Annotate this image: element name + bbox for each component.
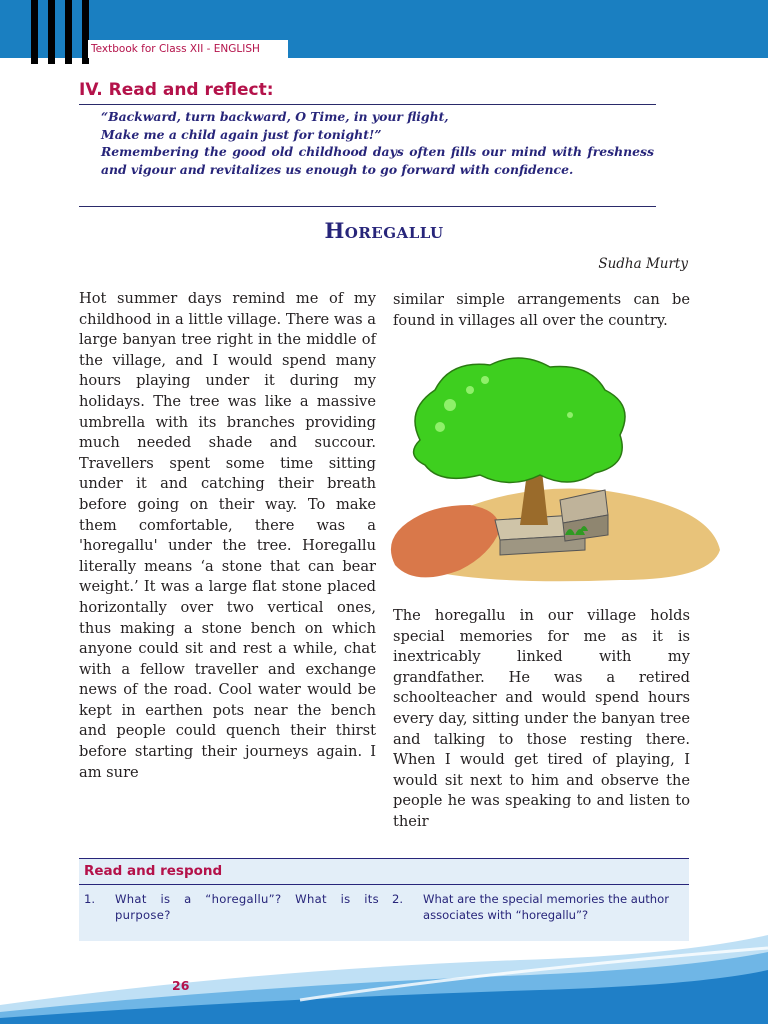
book-label: Textbook for Class XII - ENGLISH xyxy=(88,40,288,58)
quote-bottom-rule xyxy=(79,206,656,207)
quote-top-rule xyxy=(79,104,656,105)
story-title: Horegallu xyxy=(324,218,444,243)
read-and-respond-box xyxy=(79,858,689,941)
story-text-right-column-bottom: The horegallu in our village holds special memories for me as it is inextricably linked with my grandfather. He was a retired schoolteacher and would spend hours every day, sitting under the banyan tree and talking to those resting there. When I would get tired of playing, I would sit next to him and observe the people he was speaking to and listen to their xyxy=(393,607,690,830)
question-text: What are the special memories the author associates with “horegallu”? xyxy=(423,892,670,922)
respond-heading: Read and respond xyxy=(84,863,223,879)
question-text: What is a “horegallu”? What is its purpose? xyxy=(115,892,379,922)
quote-line: Remembering the good old childhood days often fills our mind with freshness and vigour and revitalizes us enough to go forward with confidence. xyxy=(101,144,654,177)
story-text-left-column: Hot summer days remind me of my childhood in a little village. There was a large banyan tree right in the middle of the village, and I would spend many hours playing under it during my holidays. The tree was like a massive umbrella with its branches providing much needed shade and succour. Travellers spent some time sitting under it and catching their breath before going on their way. To make them comfortable, there was a 'horegallu' under the tree. Horegallu literally means ‘a stone that can bear weight.’ It was a large flat stone placed horizontally over two vertical ones, thus making a stone bench on which anyone could sit and rest a while, chat with a fellow traveller and exchange news of the road. Cool water would be kept in earthen pots near the bench and people could quench their thirst before starting their journeys again. I am sure xyxy=(79,290,376,781)
question-number: 2. xyxy=(392,892,404,906)
banyan-tree-illustration xyxy=(380,355,725,595)
footer-wave-decoration xyxy=(0,930,768,1024)
section-title: IV. Read and reflect: xyxy=(79,80,274,100)
quote-line: Make me a child again just for tonight!” xyxy=(101,126,382,142)
quote-line: “Backward, turn backward, O Time, in your flight, xyxy=(101,109,449,124)
epigraph-quote xyxy=(101,108,654,178)
story-text-right-column-top: similar simple arrangements can be found in villages all over the country. xyxy=(393,291,690,329)
question-number: 1. xyxy=(84,892,96,906)
story-author: Sudha Murty xyxy=(598,256,688,272)
respond-divider xyxy=(79,884,689,885)
page-number: 26 xyxy=(172,978,190,993)
